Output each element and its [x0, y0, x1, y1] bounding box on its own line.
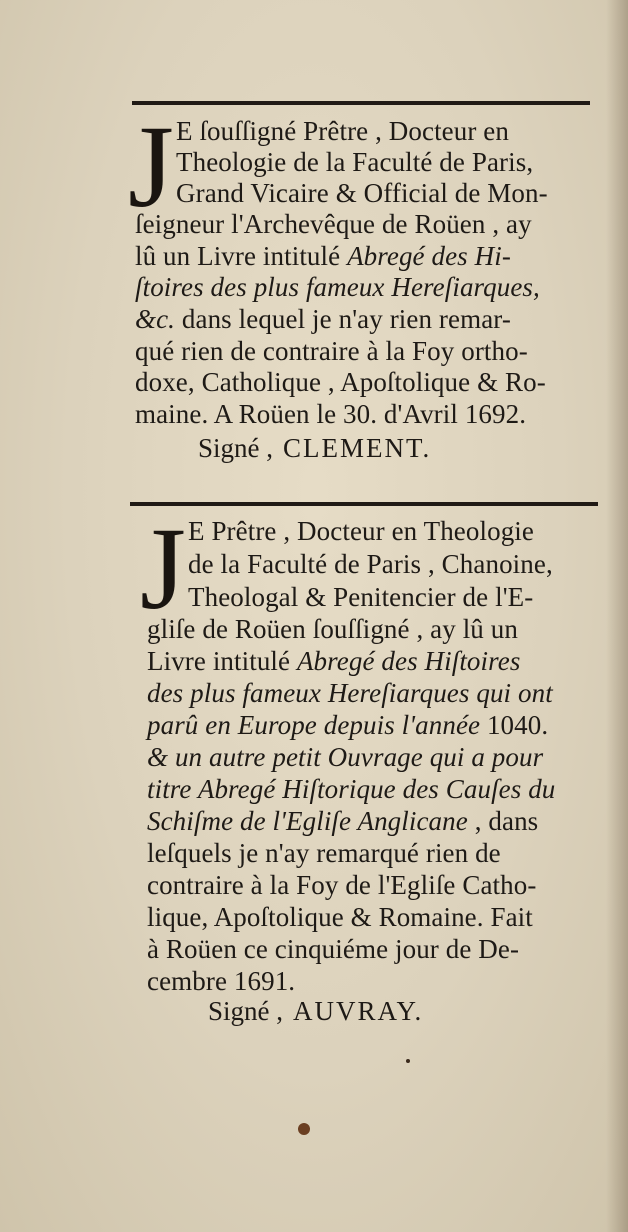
approbation-1-line-9: doxe, Catholique , Apoſtolique & Ro-	[135, 367, 546, 397]
book-title-2-part-3: parû en Europe depuis l'année	[147, 710, 481, 740]
approbation-2-line-2: de la Faculté de Paris , Chanoine,	[188, 549, 553, 579]
etc-abbrev: &c.	[135, 304, 176, 334]
paper-speck	[406, 1059, 410, 1063]
year-1040: 1040.	[480, 710, 549, 740]
line-10b-text: , dans	[467, 806, 539, 836]
approbation-1-line-6: ſtoires des plus fameux Hereſiarques,	[135, 272, 540, 302]
approbation-1-line-8: qué rien de contraire à la Foy ortho-	[135, 336, 528, 366]
approbation-2-line-3: Theologal & Penitencier de l'E-	[188, 582, 534, 612]
line-5-text: lû un Livre intitulé	[135, 241, 348, 271]
page-binding-shadow	[606, 0, 628, 1232]
book-title-2-part-1: Abregé des Hiſtoires	[296, 646, 521, 676]
book-title-3-part-2: Schiſme de l'Egliſe Anglicane	[147, 806, 468, 836]
approbation-2-line-9: titre Abregé Hiſtorique des Cauſes du	[147, 774, 556, 804]
approbation-1-line-10: maine. A Roüen le 30. d'Avril 1692.	[135, 399, 527, 429]
approbation-2-line-14: à Roüen ce cinquiéme jour de De-	[147, 934, 520, 964]
paper-speck	[298, 1123, 310, 1135]
approbation-2-line-1: E Prêtre , Docteur en Theologie	[188, 516, 534, 546]
approbation-2-line-15: cembre 1691.	[147, 966, 296, 996]
approbation-2-line-11: leſquels je n'ay remarqué rien de	[147, 838, 501, 868]
signed-label-2: Signé ,	[208, 996, 284, 1026]
approbation-2-line-13: lique, Apoſtolique & Romaine. Fait	[147, 902, 533, 932]
line-5b-text: Livre intitulé	[147, 646, 297, 676]
signer-name-1: CLEMENT.	[283, 433, 432, 463]
top-rule	[132, 101, 590, 105]
line-7-text: dans lequel je n'ay rien remar-	[175, 304, 511, 334]
approbation-1-line-1: E ſouſſigné Prêtre , Docteur en	[176, 116, 509, 146]
signed-label-1: Signé ,	[198, 433, 274, 463]
signer-name-2: AUVRAY.	[293, 996, 424, 1026]
approbation-1-line-3: Grand Vicaire & Official de Mon-	[176, 178, 548, 208]
dropcap-1: J	[128, 101, 174, 232]
approbation-2-line-5	[147, 646, 520, 676]
signature-2	[208, 996, 423, 1027]
book-title-part-1: Abregé des Hi-	[347, 241, 511, 271]
approbation-2-line-10	[147, 806, 538, 836]
approbation-2-line-8: & un autre petit Ouvrage qui a pour	[147, 742, 544, 772]
approbation-2-line-6: des plus fameux Hereſiarques qui ont	[147, 678, 553, 708]
approbation-2-line-4: gliſe de Roüen ſouſſigné , ay lû un	[147, 614, 518, 644]
signature-1	[198, 433, 431, 464]
approbation-1-line-4: ſeigneur l'Archevêque de Roüen , ay	[135, 209, 532, 239]
approbation-1-line-7	[135, 304, 511, 334]
approbation-2-line-7	[147, 710, 548, 740]
middle-rule	[130, 502, 598, 506]
dropcap-2: J	[140, 503, 186, 634]
approbation-1-line-5	[135, 241, 511, 271]
approbation-1-line-2: Theologie de la Faculté de Paris,	[176, 147, 534, 177]
approbation-2-line-12: contraire à la Foy de l'Egliſe Catho-	[147, 870, 537, 900]
